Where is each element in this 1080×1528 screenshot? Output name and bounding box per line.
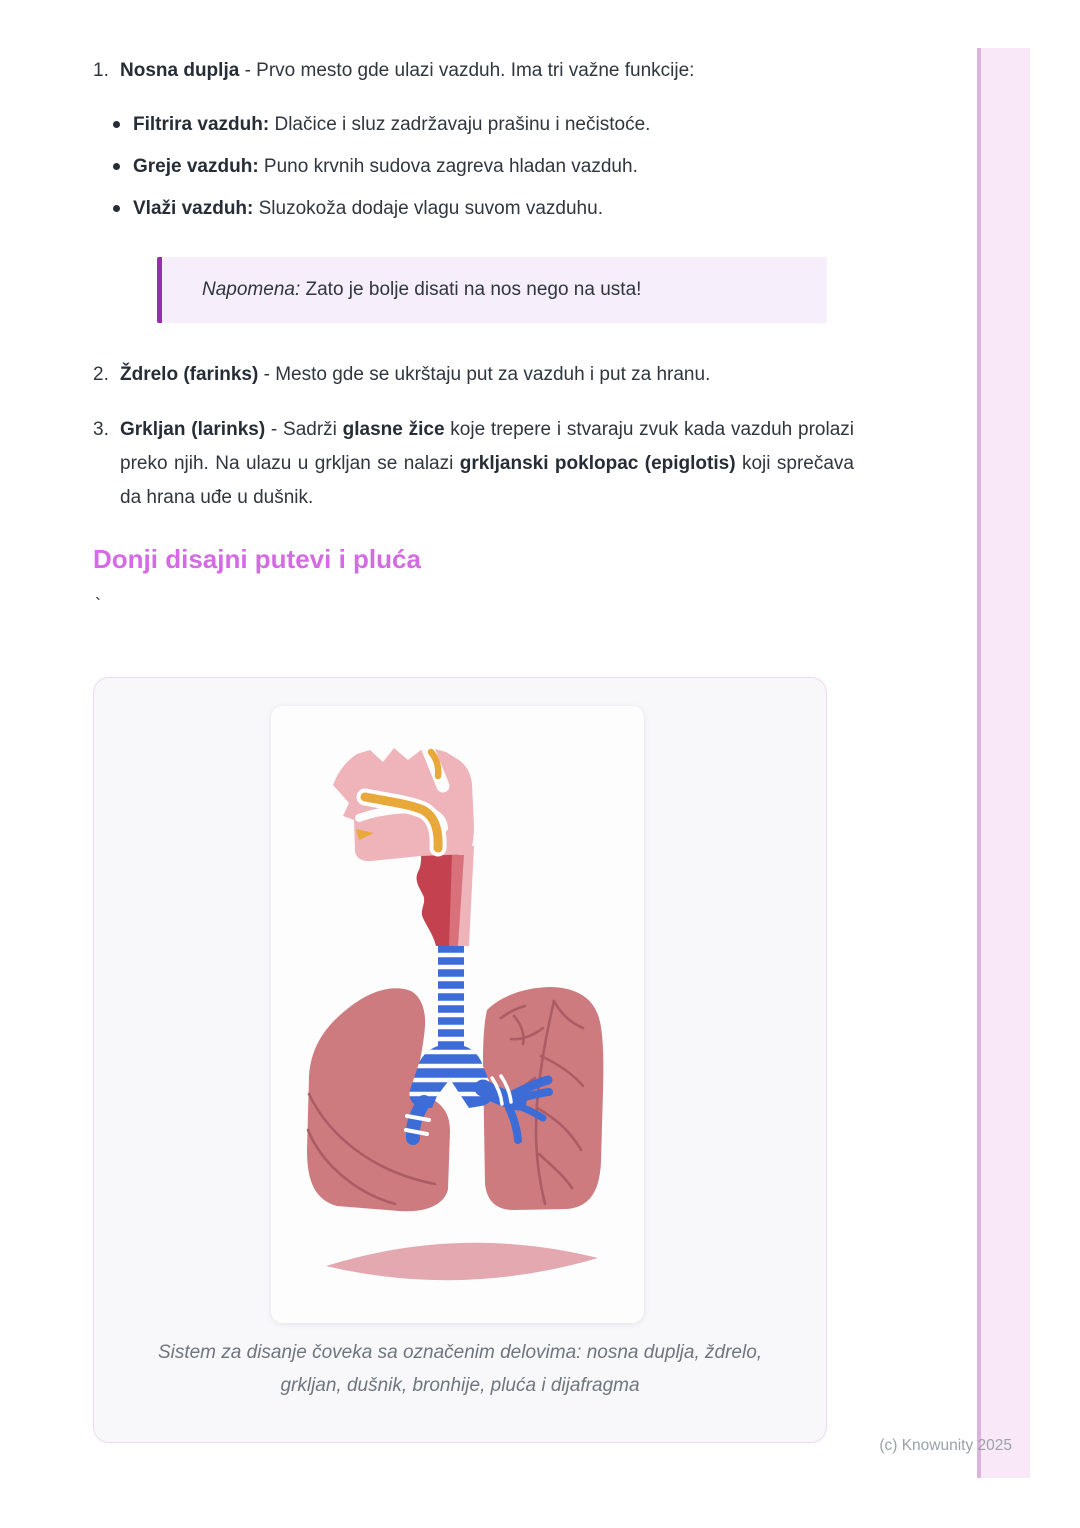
list-number: 2.	[93, 364, 109, 385]
term-zdrelo: Ždrelo (farinks)	[120, 364, 259, 385]
list-item-text: - Prvo mesto gde ulazi vazduh. Ima tri važne funkcije:	[239, 60, 695, 81]
bullet-vlazi-vazduh	[93, 196, 793, 222]
section-heading: Donji disajni putevi i pluća	[93, 544, 421, 574]
term-grkljan: Grkljan (larinks)	[120, 419, 266, 440]
head-profile-nosna-duplja	[333, 744, 474, 861]
bullet-term: Vlaži vazduh:	[133, 198, 254, 219]
bullet-icon	[113, 121, 120, 128]
bullet-icon	[113, 163, 120, 170]
pharynx-zdrelo	[417, 852, 452, 946]
list-item-zdrelo	[93, 361, 854, 388]
list-number: 3.	[93, 419, 109, 440]
list-item-nosna-duplja	[93, 57, 854, 84]
list-item-text: koje trepere i stvaraju zvuk kada vazduh prolazi preko njih. Na ulazu u grkljan se nalazi	[120, 419, 854, 474]
stray-backtick: `	[95, 595, 101, 615]
bullet-text: Puno krvnih sudova zagreva hladan vazduh.	[258, 156, 638, 177]
list-item-grkljan	[93, 413, 854, 515]
term-epiglotis: grkljanski poklopac (epiglotis)	[459, 453, 736, 474]
note-body: Zato je bolje disati na nos nego na usta!	[300, 279, 642, 300]
term-glasne-zice: glasne žice	[342, 419, 445, 440]
figure-caption: Sistem za disanje čoveka sa označenim delovima: nosna duplja, ždrelo, grkljan, dušnik, bronhije, pluća i dijafragma	[157, 1342, 763, 1396]
bullet-term: Greje vazduh:	[133, 156, 259, 177]
diaphragm-shape	[326, 1243, 598, 1280]
list-number: 1.	[93, 60, 109, 81]
list-item-text: - Mesto gde se ukrštaju put za vazduh i put za hranu.	[258, 364, 711, 385]
bullet-term: Filtrira vazduh:	[133, 114, 270, 135]
term-nosna-duplja: Nosna duplja	[120, 60, 240, 81]
figure-panel	[271, 706, 644, 1323]
bullet-filtrira-vazduh	[93, 112, 793, 138]
note-text	[202, 279, 641, 301]
bullet-icon	[113, 205, 120, 212]
list-item-text: koji sprečava da hrana uđe u dušnik.	[120, 453, 854, 508]
note-callout	[157, 257, 827, 323]
list-item-text: - Sadrži	[265, 419, 343, 440]
bullet-text: Dlačice i sluz zadržavaju prašinu i nečistoće.	[269, 114, 651, 135]
respiratory-system-illustration	[271, 706, 644, 1323]
figure-card	[93, 677, 827, 1443]
bullet-text: Sluzokoža dodaje vlagu suvom vazduhu.	[253, 198, 603, 219]
side-stripe	[977, 48, 1030, 1478]
bullet-greje-vazduh	[93, 154, 793, 180]
note-label: Napomena:	[202, 279, 301, 300]
footer-credit: (c) Knowunity 2025	[879, 1437, 1012, 1454]
